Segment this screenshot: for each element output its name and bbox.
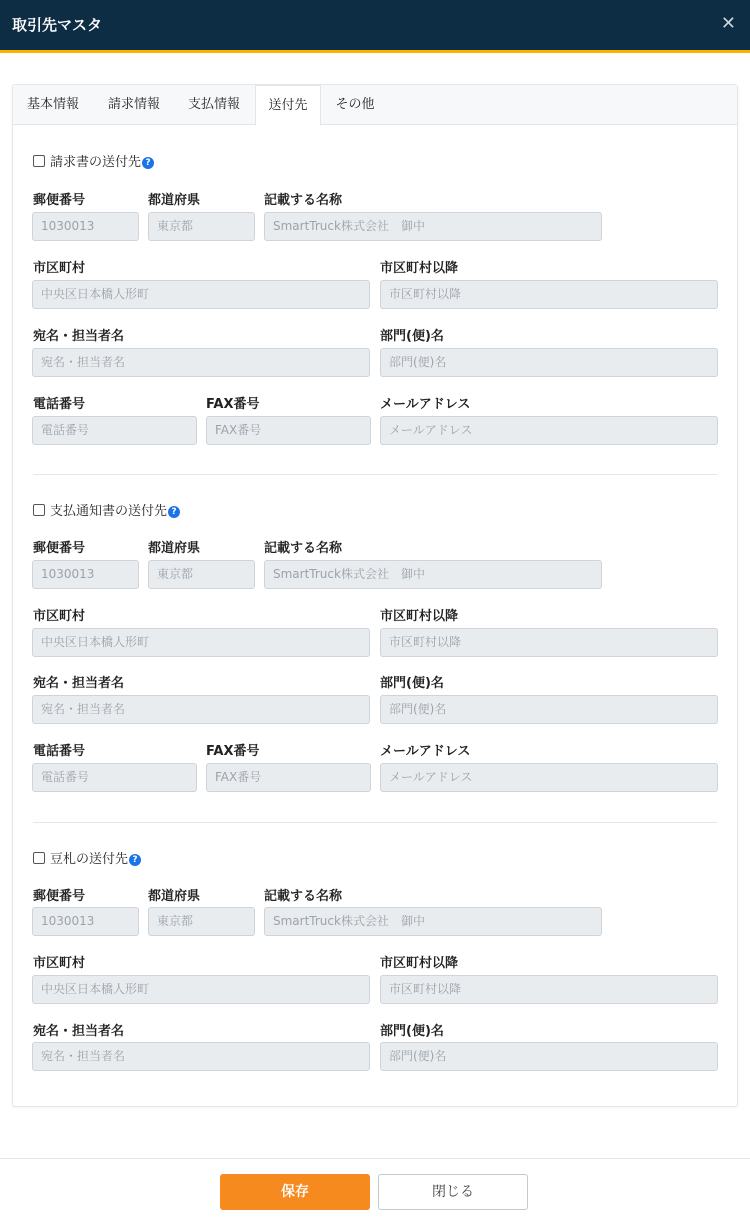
addressee-field[interactable]: 宛名・担当者名	[32, 1042, 370, 1071]
prefecture-field[interactable]: 東京都	[148, 560, 255, 589]
city-after-field[interactable]: 市区町村以降	[380, 975, 718, 1004]
help-icon[interactable]: ?	[168, 506, 180, 518]
label-postal: 郵便番号	[33, 889, 86, 904]
label-city: 市区町村	[33, 261, 86, 276]
label-display-name: 記載する名称	[264, 541, 343, 556]
postal-field[interactable]: 1030013	[32, 212, 139, 241]
tab-payment-info[interactable]: 支払情報	[187, 97, 240, 112]
label-department: 部門(便)名	[380, 676, 444, 691]
label-city: 市区町村	[33, 609, 86, 624]
display-name-field[interactable]: SmartTruck株式会社 御中	[264, 907, 602, 936]
label-phone: 電話番号	[33, 397, 86, 412]
email-field[interactable]: メールアドレス	[380, 416, 718, 445]
tab-other[interactable]: その他	[335, 97, 375, 112]
tag-delivery-checkbox[interactable]	[33, 852, 45, 864]
display-name-field[interactable]: SmartTruck株式会社 御中	[264, 560, 602, 589]
label-prefecture: 都道府県	[148, 541, 201, 556]
tab-billing-info[interactable]: 請求情報	[107, 97, 160, 112]
label-addressee: 宛名・担当者名	[33, 329, 125, 344]
fax-field[interactable]: FAX番号	[206, 416, 371, 445]
label-email: メールアドレス	[380, 397, 471, 412]
section-tag-delivery	[33, 848, 141, 867]
tab-delivery[interactable]: 送付先	[255, 85, 321, 126]
prefecture-field[interactable]: 東京都	[148, 212, 255, 241]
footer-divider	[0, 1158, 750, 1159]
label-city-after: 市区町村以降	[380, 609, 459, 624]
label-fax: FAX番号	[206, 744, 260, 759]
prefecture-field[interactable]: 東京都	[148, 907, 255, 936]
section-divider	[33, 822, 717, 823]
city-after-field[interactable]: 市区町村以降	[380, 628, 718, 657]
department-field[interactable]: 部門(便)名	[380, 695, 718, 724]
label-department: 部門(便)名	[380, 329, 444, 344]
close-icon[interactable]: ✕	[720, 13, 736, 34]
invoice-delivery-checkbox[interactable]	[33, 155, 45, 167]
city-field[interactable]: 中央区日本橋人形町	[32, 975, 370, 1004]
label-city-after: 市区町村以降	[380, 261, 459, 276]
section-divider	[33, 474, 717, 475]
help-icon[interactable]: ?	[129, 854, 141, 866]
postal-field[interactable]: 1030013	[32, 560, 139, 589]
modal-title: 取引先マスタ	[12, 16, 103, 34]
close-button[interactable]: 閉じる	[378, 1174, 528, 1210]
addressee-field[interactable]: 宛名・担当者名	[32, 695, 370, 724]
section-invoice-delivery	[33, 151, 154, 170]
label-email: メールアドレス	[380, 744, 471, 759]
department-field[interactable]: 部門(便)名	[380, 348, 718, 377]
label-addressee: 宛名・担当者名	[33, 676, 125, 691]
phone-field[interactable]: 電話番号	[32, 763, 197, 792]
label-prefecture: 都道府県	[148, 193, 201, 208]
payment-notice-delivery-checkbox[interactable]	[33, 504, 45, 516]
label-addressee: 宛名・担当者名	[33, 1024, 125, 1039]
label-department: 部門(便)名	[380, 1024, 444, 1039]
modal-header	[0, 0, 750, 53]
label-fax: FAX番号	[206, 397, 260, 412]
fax-field[interactable]: FAX番号	[206, 763, 371, 792]
department-field[interactable]: 部門(便)名	[380, 1042, 718, 1071]
section-payment-notice-delivery	[33, 500, 180, 519]
help-icon[interactable]: ?	[142, 157, 154, 169]
label-postal: 郵便番号	[33, 193, 86, 208]
city-field[interactable]: 中央区日本橋人形町	[32, 628, 370, 657]
label-city: 市区町村	[33, 956, 86, 971]
label-postal: 郵便番号	[33, 541, 86, 556]
tab-bar	[13, 85, 737, 125]
tab-basic-info[interactable]: 基本情報	[26, 97, 79, 112]
postal-field[interactable]: 1030013	[32, 907, 139, 936]
email-field[interactable]: メールアドレス	[380, 763, 718, 792]
label-phone: 電話番号	[33, 744, 86, 759]
label-display-name: 記載する名称	[264, 193, 343, 208]
content-panel	[12, 84, 738, 1107]
phone-field[interactable]: 電話番号	[32, 416, 197, 445]
addressee-field[interactable]: 宛名・担当者名	[32, 348, 370, 377]
section-title-label: 請求書の送付先	[50, 155, 142, 170]
save-button[interactable]: 保存	[220, 1174, 370, 1210]
city-field[interactable]: 中央区日本橋人形町	[32, 280, 370, 309]
label-prefecture: 都道府県	[148, 889, 201, 904]
display-name-field[interactable]: SmartTruck株式会社 御中	[264, 212, 602, 241]
city-after-field[interactable]: 市区町村以降	[380, 280, 718, 309]
label-display-name: 記載する名称	[264, 889, 343, 904]
section-title-label: 豆札の送付先	[50, 852, 129, 867]
section-title-label: 支払通知書の送付先	[50, 504, 168, 519]
label-city-after: 市区町村以降	[380, 956, 459, 971]
